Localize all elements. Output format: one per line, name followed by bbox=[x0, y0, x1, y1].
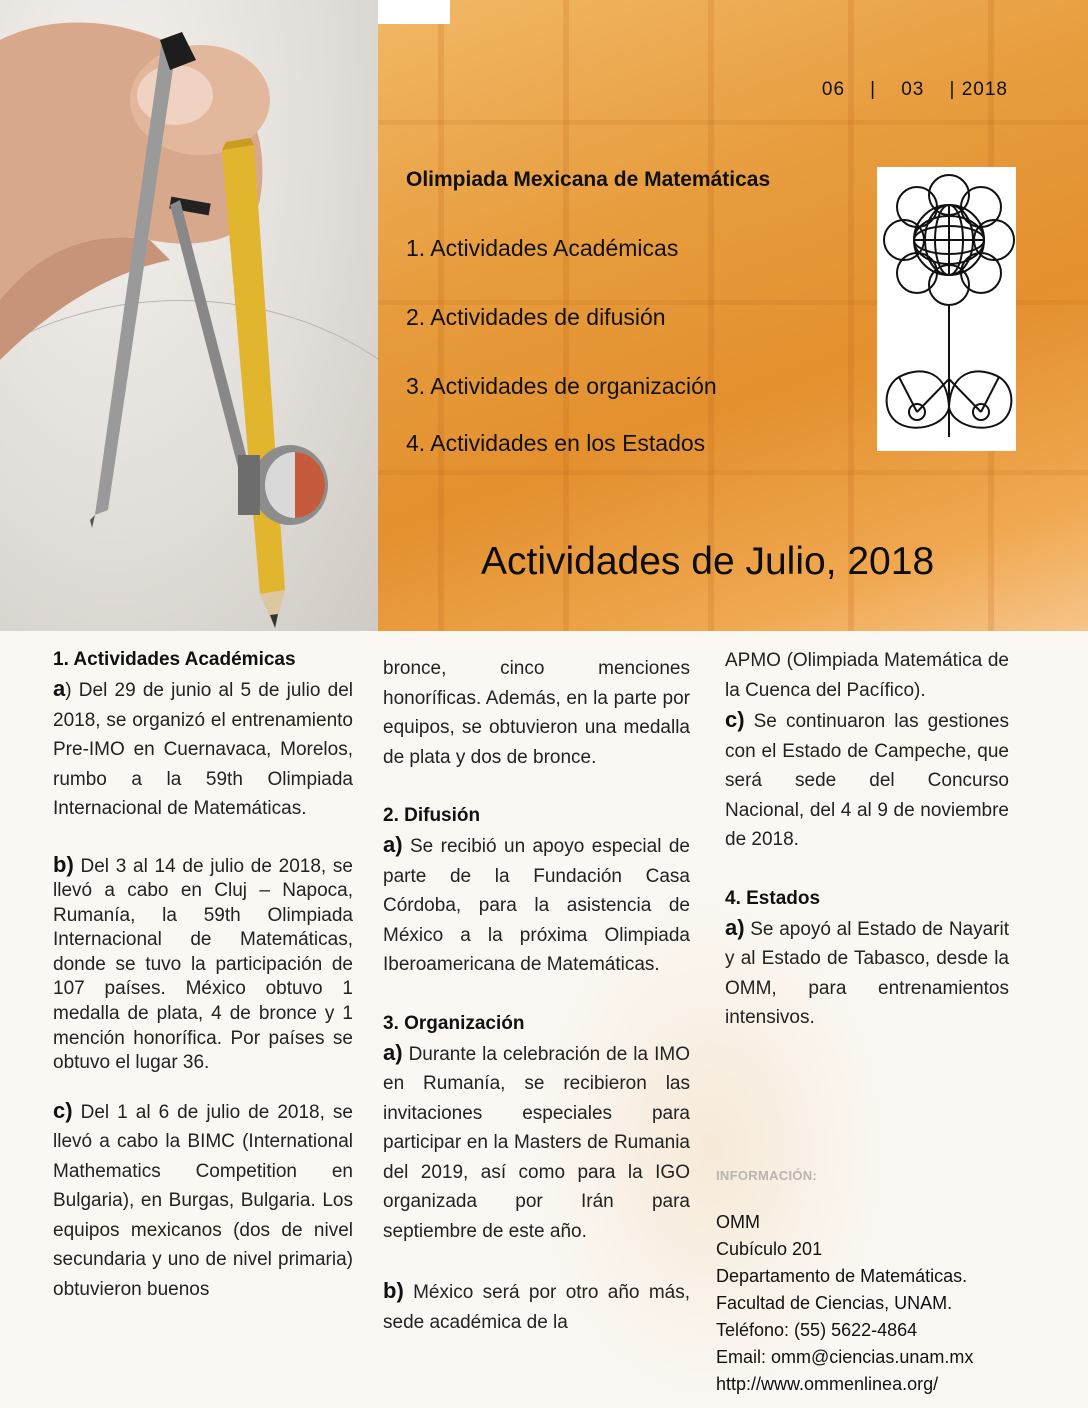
contact-faculty: Facultad de Ciencias, UNAM. bbox=[716, 1293, 953, 1313]
contact-org: OMM bbox=[716, 1212, 760, 1232]
compass-illustration bbox=[0, 0, 378, 631]
item-academicas-a: a) Del 29 de junio al 5 de julio del 2018, se organizó el entrenamiento Pre-IMO en Cuernavaca, Morelos, rumbo a la 59th Olimpiada Internacional de Matemáticas. bbox=[53, 676, 353, 819]
toc-item-4: 4. Actividades en los Estados bbox=[406, 430, 706, 456]
column-1 bbox=[53, 646, 353, 1304]
contact-website-link[interactable]: http://www.ommenlinea.org/ bbox=[716, 1374, 939, 1394]
toc-item-2: 2. Actividades de difusión bbox=[406, 304, 666, 330]
omm-logo bbox=[877, 167, 1016, 451]
issue-date: 06 | 03 | 2018 bbox=[821, 79, 1008, 100]
item-organizacion-c: c) Se continuaron las gestiones con el Estado de Campeche, que será sede del Concurso Nacional, del 4 al 9 de noviembre de 2018. bbox=[725, 707, 1009, 850]
toc-item-1: 1. Actividades Académicas bbox=[406, 235, 679, 261]
contact-department: Departamento de Matemáticas. bbox=[716, 1266, 968, 1286]
item-organizacion-b-continued: APMO (Olimpiada Matemática de la Cuenca del Pacífico). bbox=[725, 650, 1009, 701]
section-heading-difusion: 2. Difusión bbox=[383, 805, 481, 826]
item-organizacion-a: a) Durante la celebración de la IMO en Rumanía, se recibieron las invitaciones especiales para participar en la Masters de Rumania del 2019, así como para la IGO organizada por Irán para septiembre de este año. bbox=[383, 1039, 690, 1242]
main-title: Actividades de Julio, 2018 bbox=[481, 540, 935, 583]
contact-info bbox=[716, 1209, 973, 1398]
item-academicas-b: b) Del 3 al 14 de julio de 2018, se llevó a cabo en Cluj – Napoca, Rumanía, la 59th Olimpiada Internacional de Matemáticas, donde se tuvo la participación de 107 países. México obtuvo 1 medalla de plata, 4 de bronce y 1 mención honorífica. Por países se obtuvo el lugar 36. bbox=[53, 851, 353, 1074]
contact-office: Cubículo 201 bbox=[716, 1239, 823, 1259]
contact-phone: Teléfono: (55) 5622-4864 bbox=[716, 1320, 918, 1340]
column-3 bbox=[725, 646, 1009, 1033]
item-academicas-c: c) Del 1 al 6 de julio de 2018, se llevó a cabo la BIMC (International Mathematics Competition en Bulgaria), en Burgas, Bulgaria. Los equipos mexicanos (dos de nivel secundaria y uno de nivel primaria) obtuvieron buenos bbox=[53, 1097, 353, 1300]
top-white-strip bbox=[378, 0, 450, 24]
section-heading-academicas: 1. Actividades Académicas bbox=[53, 649, 296, 670]
flower-logo-icon bbox=[877, 167, 1016, 451]
item-organizacion-b: b) México será por otro año más, sede académica de la bbox=[383, 1278, 690, 1333]
org-title: Olimpiada Mexicana de Matemáticas bbox=[406, 168, 771, 191]
info-label: INFORMACIÓN: bbox=[716, 1168, 818, 1183]
toc-item-3: 3. Actividades de organización bbox=[406, 373, 717, 399]
item-difusion-a: a) Se recibió un apoyo especial de parte de la Fundación Casa Córdoba, para la asistencia de México a la próxima Olimpiada Iberoamericana de Matemáticas. bbox=[383, 832, 690, 975]
section-heading-organizacion: 3. Organización bbox=[383, 1012, 525, 1034]
header bbox=[0, 0, 1088, 631]
item-estados-a: a) Se apoyó al Estado de Nayarit y al Estado de Tabasco, desde la OMM, para entrenamientos intensivos. bbox=[725, 914, 1009, 1028]
item-academicas-c-continued: bronce, cinco menciones honoríficas. Además, en la parte por equipos, se obtuvieron una medalla de plata y dos de bronce. bbox=[383, 658, 690, 768]
contact-email[interactable]: Email: omm@ciencias.unam.mx bbox=[716, 1347, 974, 1367]
section-heading-estados: 4. Estados bbox=[725, 887, 821, 909]
compass-photo bbox=[0, 0, 378, 631]
column-2 bbox=[383, 654, 690, 1337]
